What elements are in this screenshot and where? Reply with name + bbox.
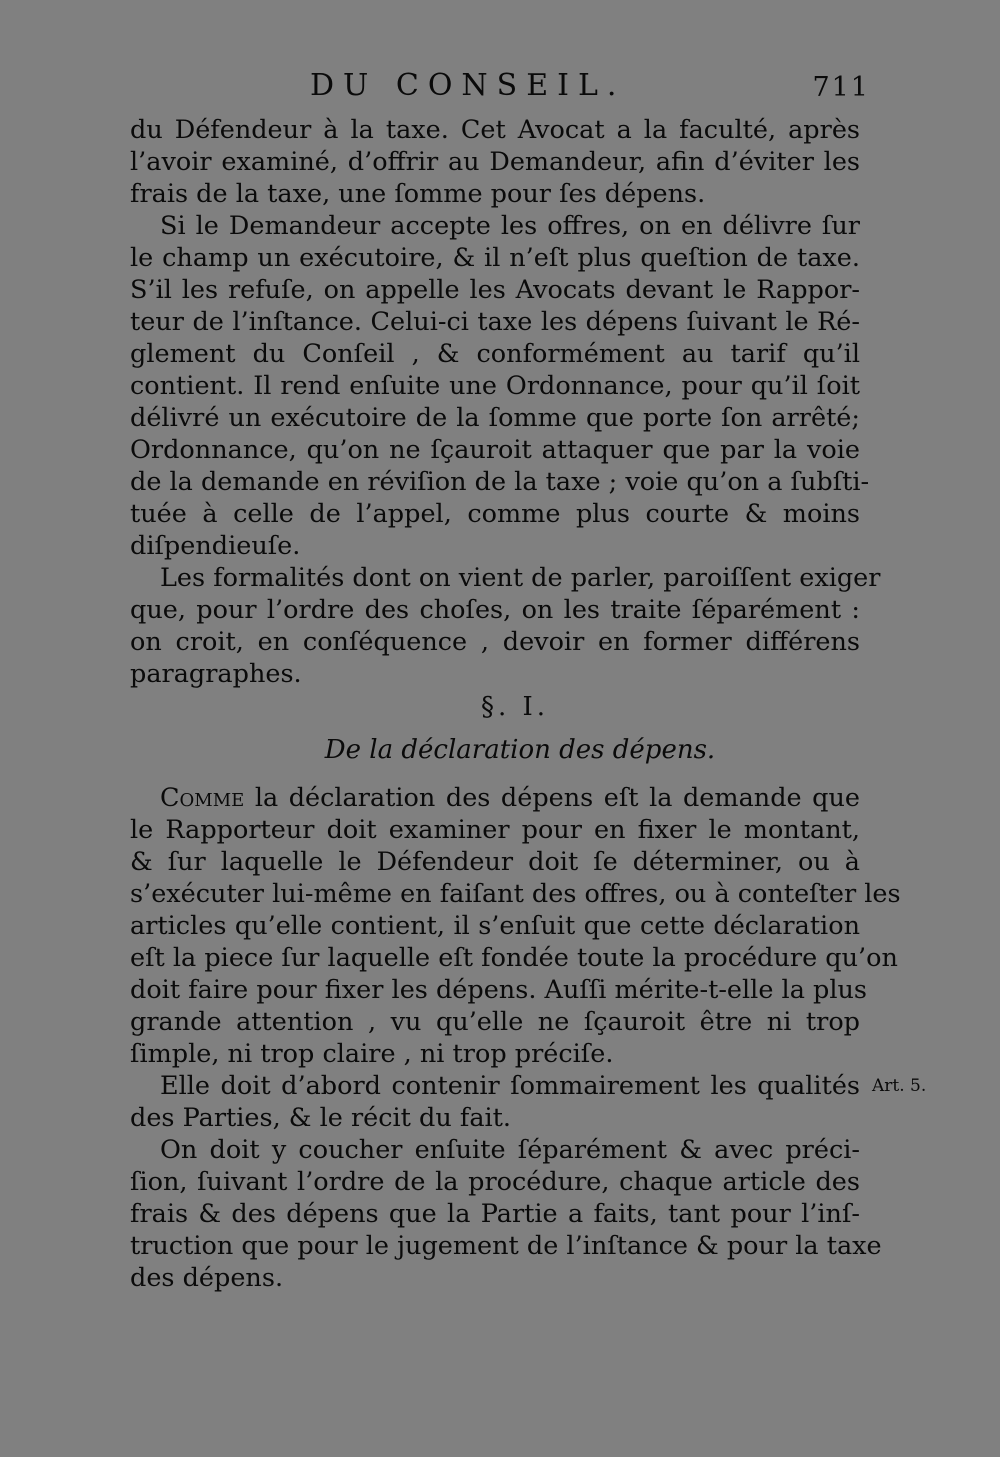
section-number: §. I. [480,692,550,722]
text-line: le Rapporteur doit examiner pour en fixer le montant, [130,815,860,845]
text-line: on croit, en conſéquence , devoir en former différens [130,627,860,657]
text-line: diſpendieuſe. [130,531,301,561]
text-line: le champ un exécutoire, & il n’eſt plus queſtion de taxe. [130,243,860,273]
text-line: On doit y coucher enſuite ſéparément & avec préci- [160,1135,860,1165]
text-line: frais de la taxe, une ſomme pour ſes dépens. [130,179,706,209]
text-line: des dépens. [130,1263,284,1293]
text-line [130,782,860,814]
text-line: articles qu’elle contient, il s’enſuit que cette déclaration [130,911,860,941]
text-line: paragraphes. [130,659,302,689]
running-title: DU CONSEIL. [310,68,626,103]
text-line: l’avoir examiné, d’offrir au Demandeur, afin d’éviter les [130,147,860,177]
text-line: délivré un exécutoire de la ſomme que porte ſon arrêté; [130,403,860,433]
page-number: 711 [812,72,870,103]
text-line: Les formalités dont on vient de parler, paroiſſent exiger [160,563,881,593]
text-line: s’exécuter lui-même en faiſant des offres, ou à conteſter les [130,879,901,909]
text-line: truction que pour le jugement de l’inſtance & pour la taxe [130,1231,882,1261]
text-line: que, pour l’ordre des choſes, on les traite ſéparément : [130,595,860,625]
text-line: & ſur laquelle le Défendeur doit ſe déterminer, ou à [130,847,860,877]
margin-note: Art. 5. [872,1076,927,1096]
text-line: de la demande en réviſion de la taxe ; voie qu’on a ſubſti- [130,467,870,497]
text-line: du Défendeur à la taxe. Cet Avocat a la faculté, après [130,115,860,145]
text-line: Elle doit d’abord contenir ſommairement les qualités [160,1071,860,1101]
drop-word: Comme [160,783,245,813]
text-line: grande attention , vu qu’elle ne ſçauroit être ni trop [130,1007,860,1037]
text-line: des Parties, & le récit du fait. [130,1103,512,1133]
running-head [130,64,870,108]
text-line: eſt la piece ſur laquelle eſt fondée toute la procédure qu’on [130,943,898,973]
text-line: Si le Demandeur accepte les offres, on en délivre ſur [160,211,860,241]
text-line: ſion, ſuivant l’ordre de la procédure, chaque article des [130,1167,860,1197]
text-line: frais & des dépens que la Partie a faits, tant pour l’inſ- [130,1199,860,1229]
text-line: ſimple, ni trop claire , ni trop préciſe. [130,1039,614,1069]
text-line: Ordonnance, qu’on ne ſçauroit attaquer que par la voie [130,435,860,465]
text-line: tuée à celle de l’appel, comme plus courte & moins [130,499,860,529]
text-line: S’il les refuſe, on appelle les Avocats devant le Rappor- [130,275,860,305]
text-block-1 [130,114,881,690]
text-line-rest: la déclaration des dépens eſt la demande que [244,783,860,813]
section-title: De la déclaration des dépens. [324,735,716,765]
text-line: teur de l’inſtance. Celui-ci taxe les dépens ſuivant le Ré- [130,307,860,337]
text-line: doit faire pour fixer les dépens. Auſſi mérite-t-elle la plus [130,975,867,1005]
text-line: contient. Il rend enſuite une Ordonnance, pour qu’il ſoit [130,371,860,401]
text-line: glement du Conſeil , & conformément au tarif qu’il [130,339,860,369]
